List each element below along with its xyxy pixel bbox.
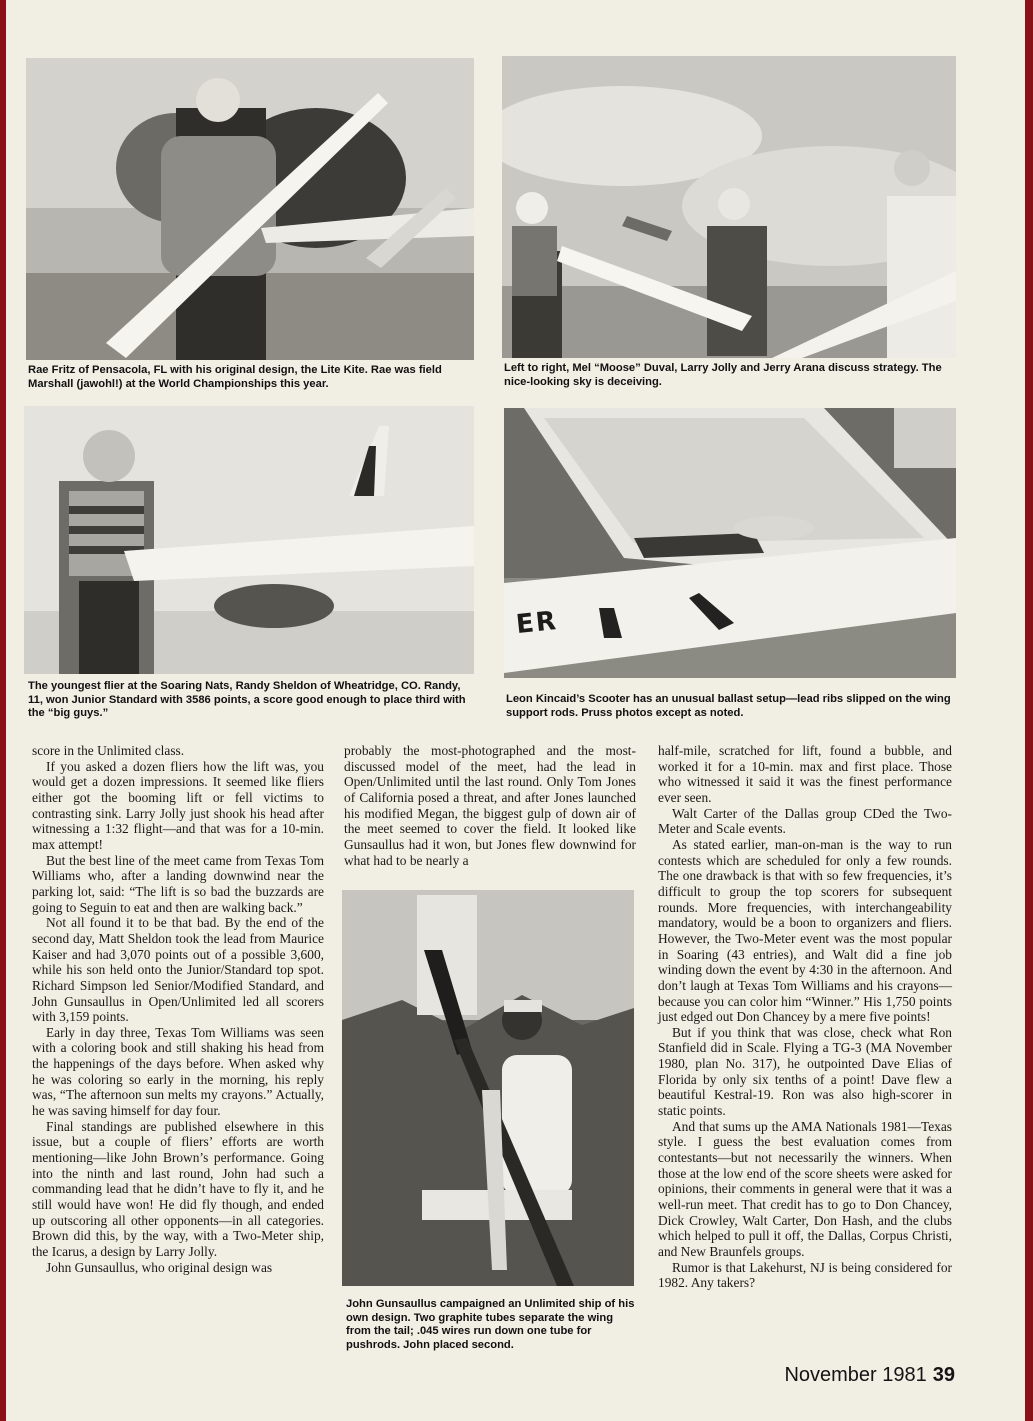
article-column-1 (32, 743, 324, 1275)
paragraph: But if you think that was close, check what Ron Stanfield did in Scale. Flying a TG-3 (MA November 1980, plan No. 317), he outpointed Dave Elias of Florida by only six tenths of a point! Dave flew a beautiful Kestral-19. Ron was also high-scorer in static points. (658, 1024, 952, 1119)
paragraph: probably the most-photographed and the most-discussed model of the meet, had the lead in Open/Unlimited until the last round. Only Tom Jones of California posed a threat, and after Jones launched his modified Megan, the biggest gulp of down air of the meet seemed to cover the field. It looked like Gunsaullus had it won, but Jones flew downwind for what had to be nearly a (344, 743, 636, 868)
photo-three-fliers (502, 56, 956, 358)
photo-rae-fritz (26, 58, 474, 360)
paragraph: Early in day three, Texas Tom Williams was seen with a coloring book and still shaking his head from the happenings of the days before. When asked why he was coloring so early in the morning, his reply was, “The afternoon sun melts my crayons.” Actually, he was saving himself for day four. (32, 1024, 324, 1119)
paragraph: Final standings are published elsewhere in this issue, but a couple of fliers’ efforts are worth mentioning—like John Brown’s performance. Going into the ninth and last round, John had such a commanding lead that he didn’t have to fly it, and he still would have won! He did fly though, and ended up outscoring all other opponents—in all categories. Brown did this, by the way, with a Two-Meter ship, the Icarus, a design by Larry Jolly. (32, 1118, 324, 1259)
paragraph: As stated earlier, man-on-man is the way to run contests which are scheduled for only a few rounds. The one drawback is that with so few frequencies, it’s difficult to group the top scorers for subsequent rounds. More frequencies, with interchangeability mandatory, would be a boon to organizers and fliers. However, the Two-Meter event was the most popular in Soaring (43 entries), and Walt did a fine job winding down the event by 4:30 in the afternoon. And don’t laugh at Texas Tom Williams and his crayons—because you can color him “Winner.” His 1,750 points just edged out Don Chancey by a mere five points! (658, 836, 952, 1025)
caption-randy-sheldon: The youngest flier at the Soaring Nats, Randy Sheldon of Wheatridge, CO. Randy, 11, won Junior Standard with 3586 points, a score good enough to place third with the “big guys.” (28, 680, 466, 719)
paragraph: John Gunsaullus, who original design was (46, 1259, 273, 1275)
issue-date: November 1981 (784, 1364, 927, 1386)
photo-scooter-ballast (504, 408, 956, 678)
caption-scooter-ballast: Leon Kincaid’s Scooter has an unusual ballast setup—lead ribs slipped on the wing support rods. Pruss photos except as noted. (506, 693, 951, 719)
scooter-fuselage-lettering: ER (514, 605, 560, 641)
photo-scooter-ballast-image (504, 408, 956, 678)
photo-randy-sheldon (24, 406, 474, 674)
paragraph: Not all found it to be that bad. By the end of the second day, Matt Sheldon took the lead from Maurice Kaiser and had 3,070 points out of a possible 3,600, while his son held onto the Junior/Standard top spot. Richard Simpson led Senior/Modified Standard, and John Gunsaullus in Open/Unlimited led all scorers with 3,159 points. (32, 915, 324, 1025)
page-folio (784, 1364, 955, 1387)
paragraph: score in the Unlimited class. (32, 743, 185, 758)
paragraph: And that sums up the AMA Nationals 1981—Texas style. I guess the best evaluation comes from contestants—but not necessarily the winners. When those at the low end of the score sheets were asked for opinions, their comments in general were that it was a well-run meet. That credit has to go to Don Chancey, Dick Crowley, Walt Carter, Don Hash, and the clubs which helped to pull it off, the Dallas, Corpus Christi, and New Braunfels groups. (658, 1118, 952, 1259)
article-column-3 (658, 743, 952, 1291)
paragraph: half-mile, scratched for lift, found a bubble, and worked it for a 10-min. max and first place. Those who witnessed it said it was the finest performance ever seen. (658, 743, 952, 805)
photo-randy-sheldon-image (24, 406, 474, 674)
caption-three-fliers: Left to right, Mel “Moose” Duval, Larry Jolly and Jerry Arana discuss strategy. The nice-looking sky is deceiving. (504, 362, 942, 388)
caption-john-gunsaullus: John Gunsaullus campaigned an Unlimited ship of his own design. Two graphite tubes separate the wing from the tail; .045 wires run down one tube for pushrods. John placed second. (346, 1298, 635, 1351)
photo-john-gunsaullus (342, 890, 634, 1286)
article-column-2 (344, 743, 636, 868)
photo-rae-fritz-image (26, 58, 474, 360)
paragraph: But the best line of the meet came from Texas Tom Williams who, after a landing downwind near the parking lot, said: “The lift is so bad the buzzards are going to Seguin to eat and then are walking back.” (32, 852, 324, 915)
caption-rae-fritz: Rae Fritz of Pensacola, FL with his original design, the Lite Kite. Rae was field Marshall (jawohl!) at the World Championships this year. (28, 364, 442, 390)
magazine-page (6, 0, 1025, 1421)
photo-three-fliers-image (502, 56, 956, 358)
paragraph: Rumor is that Lakehurst, NJ is being considered for 1982. Any takers? (658, 1259, 952, 1291)
photo-john-gunsaullus-image (342, 890, 634, 1286)
paragraph: Walt Carter of the Dallas group CDed the Two-Meter and Scale events. (658, 805, 952, 837)
paragraph: If you asked a dozen fliers how the lift was, you would get a dozen impressions. It seemed like fliers either got the booming lift or fell victims to contrasting sink. Larry Jolly just shook his head after witnessing a 1:32 flight—and that was for a 10-min. max attempt! (32, 758, 324, 852)
page-number: 39 (932, 1364, 955, 1386)
